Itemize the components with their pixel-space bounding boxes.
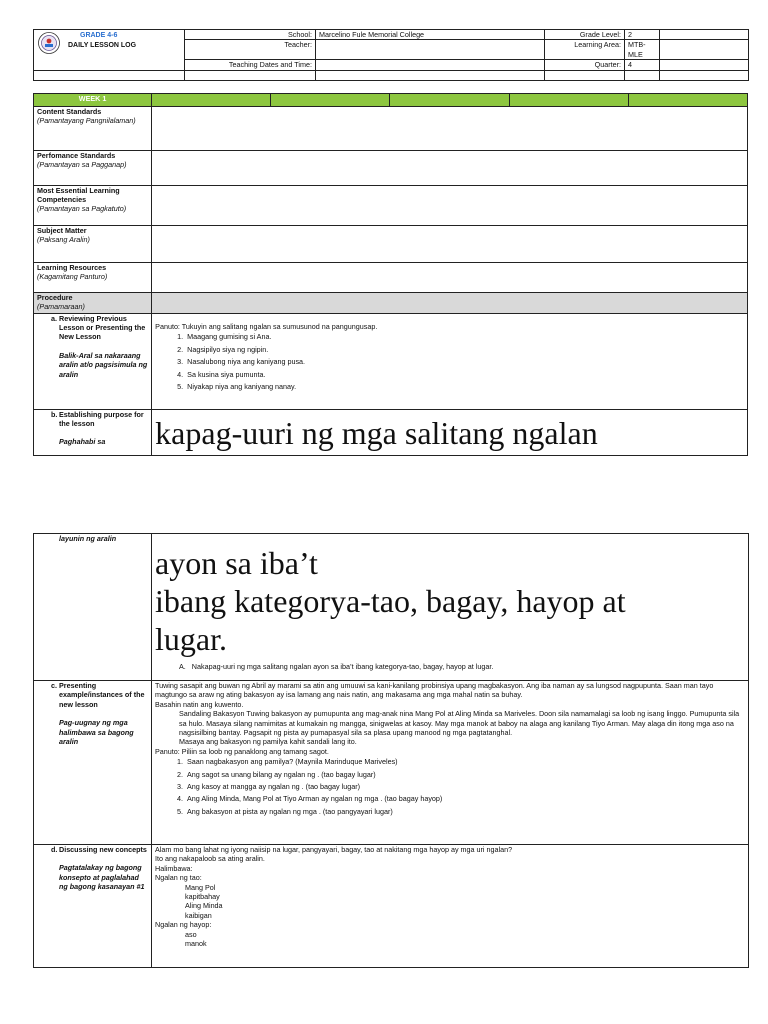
part-c-story: Sandaling Bakasyon Tuwing bakasyon ay pumupunta ang mag-anak nina Mang Pol at Aling Minda sa Mariveles. Doon sila namamalagi sa loob ng isang linggo. Pumupunta sila sa hulo. Masaya silang namimitas at kumakain ng mangga, sinigwelas at kasoy. May mga manok at baboy na alaga ang kanilang Tiyo Arman. May alaga din itong mga aso na nagsisilbing bantay. Pagsapit ng pista ay pumapasyal sila sa plasa upang manood ng mga pagtatanghal. xyxy=(179,709,740,738)
dates-value xyxy=(316,60,545,70)
part-b-big-text-3: ibang kategorya-tao, bagay, hayop at xyxy=(155,583,626,619)
part-d-title: Discussing new concepts xyxy=(59,845,147,854)
subject-matter-label: Subject Matter xyxy=(37,225,87,235)
part-d-example: Halimbawa: xyxy=(155,863,193,873)
learning-resources-label: Learning Resources xyxy=(37,262,107,272)
hayop-label: Ngalan ng hayop: xyxy=(155,920,212,930)
content-standards-label: Content Standards xyxy=(37,106,102,116)
list-item: 4. Sa kusina siya pumunta. xyxy=(185,369,744,382)
lesson-table xyxy=(33,93,748,456)
melc-label: Most Essential Learning Competencies xyxy=(37,185,120,205)
subject-matter-cell xyxy=(34,225,152,262)
list-item: 5. Ang bakasyon at pista ay ngalan ng mga . (tao pangyayari lugar) xyxy=(185,806,745,818)
performance-standards-fil: (Pamantayan sa Pagganap) xyxy=(37,160,127,170)
performance-standards-cell xyxy=(34,150,152,185)
subject-matter-fil: (Paksang Aralin) xyxy=(37,235,90,245)
list-item: 2. Ang sagot sa unang bilang ay ngalan ng . (tao bagay lugar) xyxy=(185,769,745,781)
tao-label: Ngalan ng tao: xyxy=(155,873,202,883)
part-d-intro: Ito ang nakapaloob sa ating aralin. xyxy=(155,854,265,864)
learning-area-value: MTB-MLE xyxy=(625,40,660,60)
part-c-p1: Tuwing sasapit ang buwan ng Abril ay marami sa atin ang umuuwi sa kani-kanilang probinsiya upang magbakasyon. Ang iba naman ay sa lungsod nagpupunta. Saan man tayo magtungo sa araw ng ating bakasyon ay isa lamang ang nais natin, ang makasama ang mga mahal natin sa buhay. xyxy=(155,681,714,700)
performance-standards-label: Perfomance Standards xyxy=(37,150,116,160)
quarter-value: 4 xyxy=(625,60,660,70)
list-item: 1. Maagang gumising si Ana. xyxy=(185,331,744,344)
part-b-label-cell: b. Establishing purpose for the lesson Paghahabi sa xyxy=(34,409,152,455)
part-c-title: Presenting example/instances of the new lesson xyxy=(59,681,145,709)
week-row xyxy=(34,93,748,106)
learning-resources-fil: (Kagamitang Panturo) xyxy=(37,272,108,282)
part-b-continued-content xyxy=(152,534,749,681)
header-table xyxy=(33,29,749,81)
melc-fil: (Pamantayan sa Pagkatuto) xyxy=(37,204,127,214)
teacher-label: Teacher: xyxy=(185,40,316,60)
part-a-instruction: Panuto: Tukuyin ang salitang ngalan sa sumusunod na pangungusap. xyxy=(155,321,378,331)
school-value: Marcelino Fule Memorial College xyxy=(316,30,545,40)
part-c-list xyxy=(155,756,745,818)
part-a-fil: Balik-Aral sa nakaraang aralin at/o pagsisimula ng aralin xyxy=(59,350,148,379)
content-standards-cell xyxy=(34,106,152,150)
part-d-label-cell: d. Discussing new concepts Pagtatalakay ng bagong konsepto at paglalahad ng bagong kasanayan #1 xyxy=(34,845,152,968)
part-c-instruction: Panuto: Piliin sa loob ng panaklong ang tamang sagot. xyxy=(155,746,329,756)
part-d-content xyxy=(152,845,749,968)
log-title: DAILY LESSON LOG xyxy=(68,42,137,49)
list-item: Aling Minda xyxy=(185,901,223,911)
list-item: 3. Nasalubong niya ang kaniyang pusa. xyxy=(185,356,744,369)
week-label: WEEK 1 xyxy=(34,93,152,106)
list-item: 4. Ang Aling Minda, Mang Pol at Tiyo Arman ay ngalan ng mga . (tao bagay hayop) xyxy=(185,793,745,805)
grade-level-value: 2 xyxy=(625,30,660,40)
procedure-cell xyxy=(34,292,152,313)
part-b-big-text-1: kapag-uuri ng mga salitang ngalan xyxy=(155,414,598,451)
grade-level-label: Grade Level: xyxy=(545,30,625,40)
part-b-content xyxy=(152,409,748,455)
page-2 xyxy=(33,533,748,968)
part-b-fil-2: layunin ng aralin xyxy=(59,534,117,543)
list-item: 1. Saan nagbakasyon ang pamilya? (Maynila Marinduque Mariveles) xyxy=(185,756,745,768)
part-d-question: Alam mo bang lahat ng iyong naiisip na lugar, pangyayari, bagay, tao at nakitang mga hayop ay mga uri ngalan? xyxy=(155,845,513,854)
list-item: Mang Pol xyxy=(185,882,216,892)
part-b-continued-label xyxy=(34,534,152,681)
grade-range: GRADE 4-6 xyxy=(80,32,118,39)
procedure-fil: (Pamamaraan) xyxy=(37,302,85,312)
quarter-label: Quarter: xyxy=(545,60,625,70)
learning-resources-cell xyxy=(34,262,152,292)
list-item: manok xyxy=(185,939,207,949)
list-item: aso xyxy=(185,929,197,939)
part-b-objective: A. Nakapag-uuri ng mga salitang ngalan ayon sa iba’t ibang kategorya-tao, bagay, hayop at lugar. xyxy=(179,662,494,671)
part-c-label-cell: c. Presenting example/instances of the new lesson Pag-uugnay ng mga halimbawa sa bagong aralin xyxy=(34,681,152,845)
part-c-content xyxy=(152,681,749,845)
part-a-title: Reviewing Previous Lesson or Presenting the New Lesson xyxy=(59,313,146,342)
list-item: 2. Nagsipilyo siya ng ngipin. xyxy=(185,344,744,357)
content-standards-fil: (Pamantayang Pangnilalaman) xyxy=(37,116,136,126)
list-item: kapitbahay xyxy=(185,892,220,902)
header-logo-cell xyxy=(34,30,185,71)
part-a-list xyxy=(155,331,744,394)
part-b-fil-1: Paghahabi sa xyxy=(59,437,106,447)
teacher-value xyxy=(316,40,545,60)
list-item: 5. Niyakap niya ang kaniyang nanay. xyxy=(185,381,744,394)
procedure-label: Procedure xyxy=(37,292,73,302)
part-c-p2: Basahin natin ang kuwento. xyxy=(155,699,244,709)
part-b-title: Establishing purpose for the lesson xyxy=(59,409,144,429)
part-a-content xyxy=(152,313,748,409)
part-b-big-text-4: lugar. xyxy=(155,621,227,657)
dates-label: Teaching Dates and Time: xyxy=(185,60,316,70)
part-c-story-end: Masaya ang bakasyon ng pamilya kahit sandali lang ito. xyxy=(179,737,357,747)
page-1 xyxy=(33,29,748,456)
part-c-fil: Pag-uugnay ng mga halimbawa sa bagong aralin xyxy=(59,718,134,747)
learning-area-label: Learning Area: xyxy=(545,40,625,60)
lesson-table-continued xyxy=(33,533,749,968)
deped-seal-icon xyxy=(38,32,60,54)
list-item: kaibigan xyxy=(185,910,212,920)
part-d-fil: Pagtatalakay ng bagong konsepto at paglalahad ng bagong kasanayan #1 xyxy=(59,863,145,892)
melc-cell xyxy=(34,185,152,225)
part-a-label-cell: a. Reviewing Previous Lesson or Presenting the New Lesson Balik-Aral sa nakaraang aralin at/o pagsisimula ng aralin xyxy=(34,313,152,409)
part-b-big-text-2: ayon sa iba’t xyxy=(155,545,318,581)
list-item: 3. Ang kasoy at mangga ay ngalan ng . (tao bagay lugar) xyxy=(185,781,745,793)
school-label: School: xyxy=(185,30,316,40)
